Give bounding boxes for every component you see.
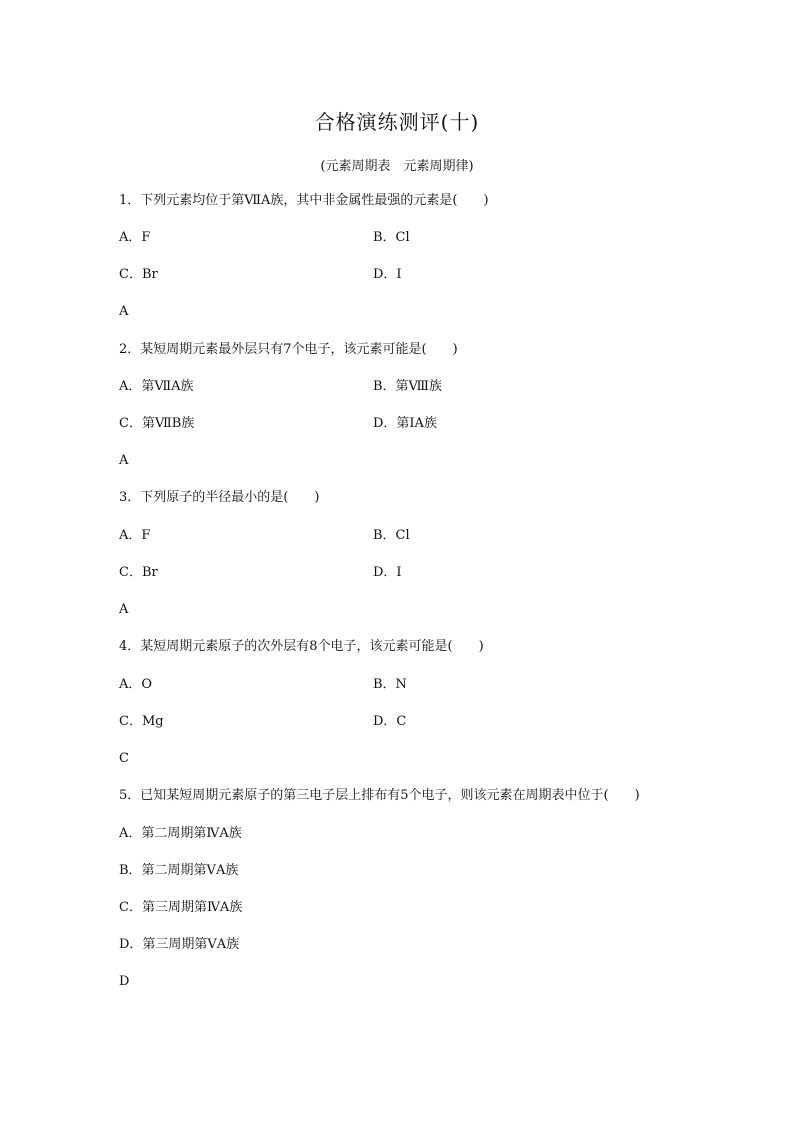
question-4-option-d: D．C bbox=[373, 714, 407, 729]
question-5-option-d: D．第三周期第ⅤA族 bbox=[119, 937, 240, 952]
question-1-option-c: C．Br bbox=[119, 267, 158, 282]
question-3-answer: A bbox=[119, 602, 129, 617]
question-5-stem: 5．已知某短周期元素原子的第三电子层上排布有5个电子，则该元素在周期表中位于( ) bbox=[119, 788, 640, 803]
question-4-answer: C bbox=[119, 751, 129, 766]
question-2-answer: A bbox=[119, 453, 129, 468]
question-1-answer: A bbox=[119, 304, 129, 319]
question-5-option-a: A．第二周期第ⅣA族 bbox=[119, 826, 242, 841]
question-5-option-c: C．第三周期第ⅣA族 bbox=[119, 900, 243, 915]
question-4-option-a: A．O bbox=[119, 677, 153, 692]
question-3-option-d: D．I bbox=[373, 565, 402, 580]
question-2-option-b: B．第Ⅷ族 bbox=[373, 379, 443, 394]
question-2-option-d: D．第ⅠA族 bbox=[373, 416, 437, 431]
question-5-answer: D bbox=[119, 974, 130, 989]
question-1-stem: 1．下列元素均位于第ⅦA族，其中非金属性最强的元素是( ) bbox=[119, 193, 489, 208]
question-4-option-c: C．Mg bbox=[119, 714, 164, 729]
question-4-stem: 4．某短周期元素原子的次外层有8个电子，该元素可能是( ) bbox=[119, 639, 484, 654]
question-3-option-b: B．Cl bbox=[373, 528, 410, 543]
question-4-option-b: B．N bbox=[373, 677, 407, 692]
question-1-option-b: B．Cl bbox=[373, 230, 410, 245]
question-1-option-d: D．I bbox=[373, 267, 402, 282]
question-2-option-a: A．第ⅦA族 bbox=[119, 379, 194, 394]
page-title: 合格演练测评(十) bbox=[314, 110, 480, 134]
question-2-stem: 2．某短周期元素最外层只有7个电子，该元素可能是( ) bbox=[119, 342, 458, 357]
question-3-option-c: C．Br bbox=[119, 565, 158, 580]
question-1-option-a: A．F bbox=[119, 230, 151, 245]
question-2-option-c: C．第ⅦB族 bbox=[119, 416, 195, 431]
page-subtitle: (元素周期表 元素周期律) bbox=[320, 159, 474, 174]
question-5-option-b: B．第二周期第ⅤA族 bbox=[119, 863, 239, 878]
question-3-option-a: A．F bbox=[119, 528, 151, 543]
question-3-stem: 3．下列原子的半径最小的是( ) bbox=[119, 490, 320, 505]
